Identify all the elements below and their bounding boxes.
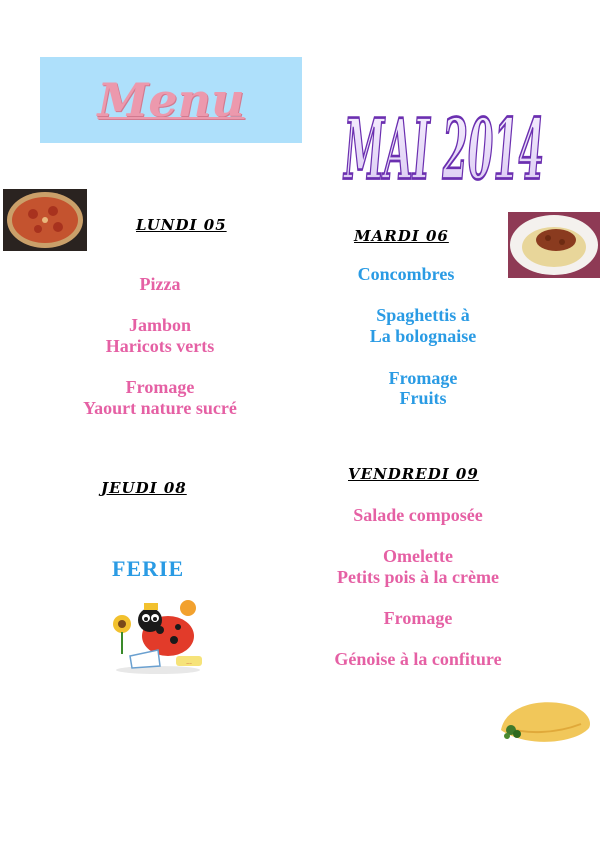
pizza-photo (3, 189, 87, 251)
day-heading-vendredi: VENDREDI 09 (348, 465, 479, 483)
day-heading-lundi: LUNDI 05 (136, 216, 227, 234)
day-heading-jeudi: JEUDI 08 (101, 479, 187, 497)
vendredi-dish-2: Omelette (383, 546, 453, 566)
vendredi-dish-1: Salade composée (353, 505, 483, 525)
month-title (338, 80, 550, 210)
lundi-dish-4: Fromage (125, 377, 195, 397)
mardi-dish-1: Concombres (357, 264, 455, 284)
svg-text:...: ... (186, 659, 192, 666)
lundi-dish-2: Jambon (128, 315, 191, 335)
vendredi-dish-5: Génoise à la confiture (334, 649, 502, 669)
month-title-text: MAI 2014 (342, 101, 544, 200)
vendredi-dish-4: Fromage (383, 608, 453, 628)
mardi-dish-2: Spaghettis à (376, 305, 470, 325)
ladybug-cartoon (108, 594, 208, 674)
vendredi-dish-3: Petits pois à la crème (337, 567, 499, 587)
mardi-dish-3: La bolognaise (369, 326, 477, 346)
lundi-dish-1: Pizza (139, 274, 181, 294)
menu-banner (40, 57, 302, 143)
lundi-dish-3: Haricots verts (105, 336, 215, 356)
ferie-label: FERIE (112, 556, 185, 581)
spaghetti-bolognaise-photo (508, 212, 600, 278)
omelette-photo (495, 694, 595, 752)
lundi-dish-5: Yaourt nature sucré (83, 398, 237, 418)
menu-title: Menu (97, 73, 245, 127)
day-heading-mardi: MARDI 06 (354, 227, 449, 245)
mardi-dish-4: Fromage (388, 368, 458, 388)
mardi-dish-5: Fruits (399, 388, 447, 408)
